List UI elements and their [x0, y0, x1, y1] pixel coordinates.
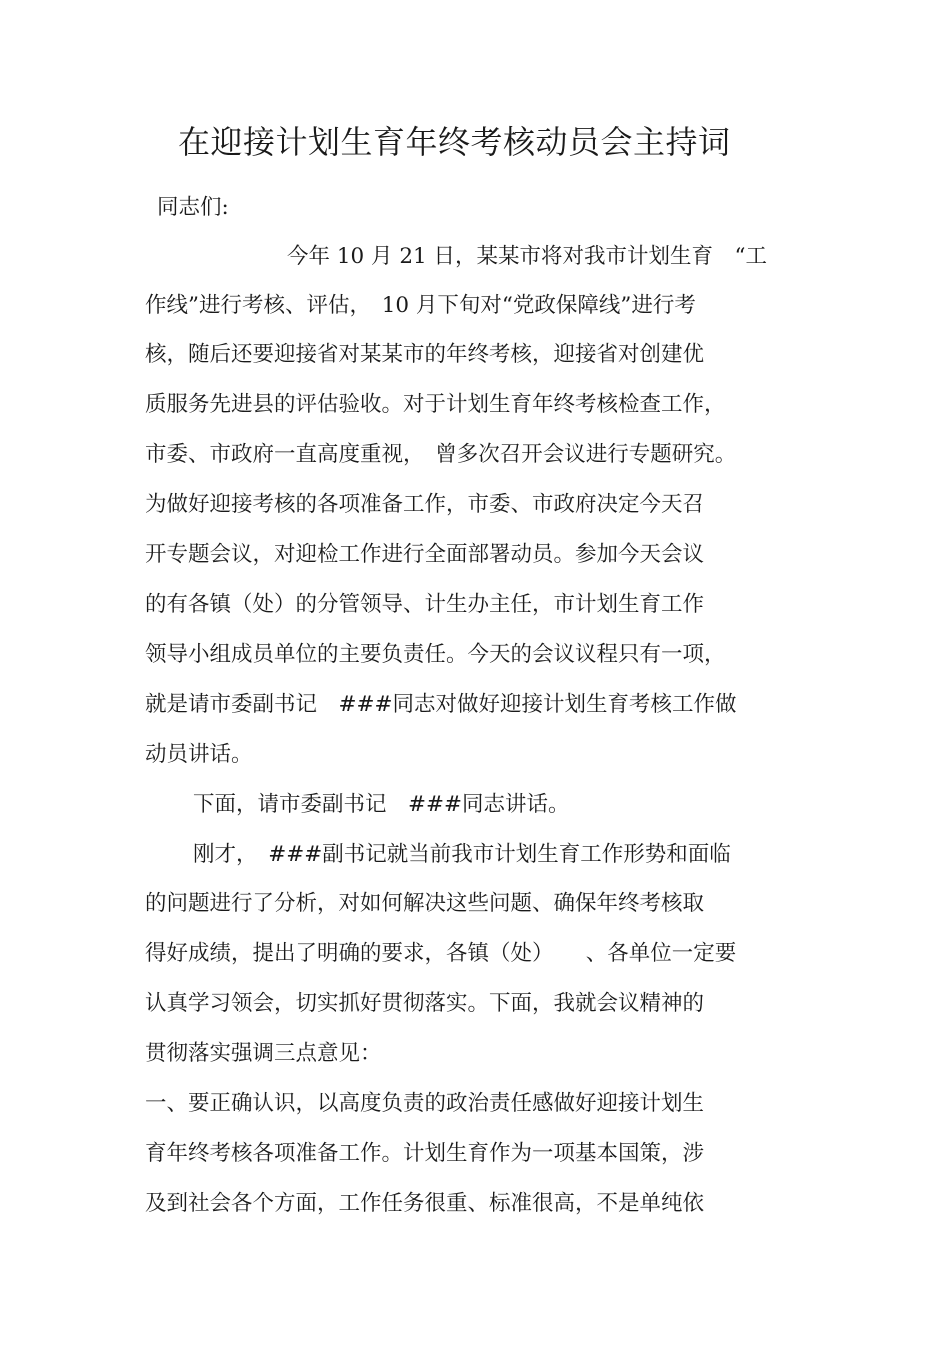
body-line: 下面，请市委副书记 ###同志讲话。	[193, 792, 570, 817]
body-line: 市委、市政府一直高度重视， 曾多次召开会议进行专题研究。	[145, 442, 737, 467]
body-line: 一、要正确认识，以高度负责的政治责任感做好迎接计划生	[145, 1091, 705, 1116]
body-line: 领导小组成员单位的主要负责任。今天的会议议程只有一项，	[145, 642, 726, 667]
body-line: 刚才， ###副书记就当前我市计划生育工作形势和面临	[193, 842, 731, 867]
body-line: 核，随后还要迎接省对某某市的年终考核，迎接省对创建优	[145, 342, 705, 367]
body-line: 认真学习领会，切实抓好贯彻落实。下面，我就会议精神的	[145, 991, 705, 1016]
body-line: 得好成绩，提出了明确的要求，各镇（处） 、各单位一定要	[145, 941, 737, 966]
salutation-line: 同志们:	[157, 195, 229, 220]
body-line: 育年终考核各项准备工作。计划生育作为一项基本国策，涉	[145, 1141, 705, 1166]
body-line: 为做好迎接考核的各项准备工作，市委、市政府决定今天召	[145, 492, 705, 517]
body-line: 就是请市委副书记 ###同志对做好迎接计划生育考核工作做	[145, 692, 737, 717]
body-line: 的有各镇（处）的分管领导、计生办主任，市计划生育工作	[145, 592, 705, 617]
body-line: 开专题会议，对迎检工作进行全面部署动员。参加今天会议	[145, 542, 705, 567]
body-line: 动员讲话。	[145, 742, 253, 767]
body-line: 贯彻落实强调三点意见：	[145, 1041, 382, 1066]
body-line: 今年 10 月 21 日，某某市将对我市计划生育 “工	[287, 244, 768, 269]
body-line: 及到社会各个方面，工作任务很重、标准很高，不是单纯依	[145, 1191, 705, 1216]
body-line: 的问题进行了分析，对如何解决这些问题、确保年终考核取	[145, 891, 705, 916]
body-line: 作线”进行考核、评估， 10 月下旬对“党政保障线”进行考	[145, 293, 696, 318]
document-title: 在迎接计划生育年终考核动员会主持词	[178, 123, 731, 161]
body-line: 质服务先进县的评估验收。对于计划生育年终考核检查工作，	[145, 392, 726, 417]
